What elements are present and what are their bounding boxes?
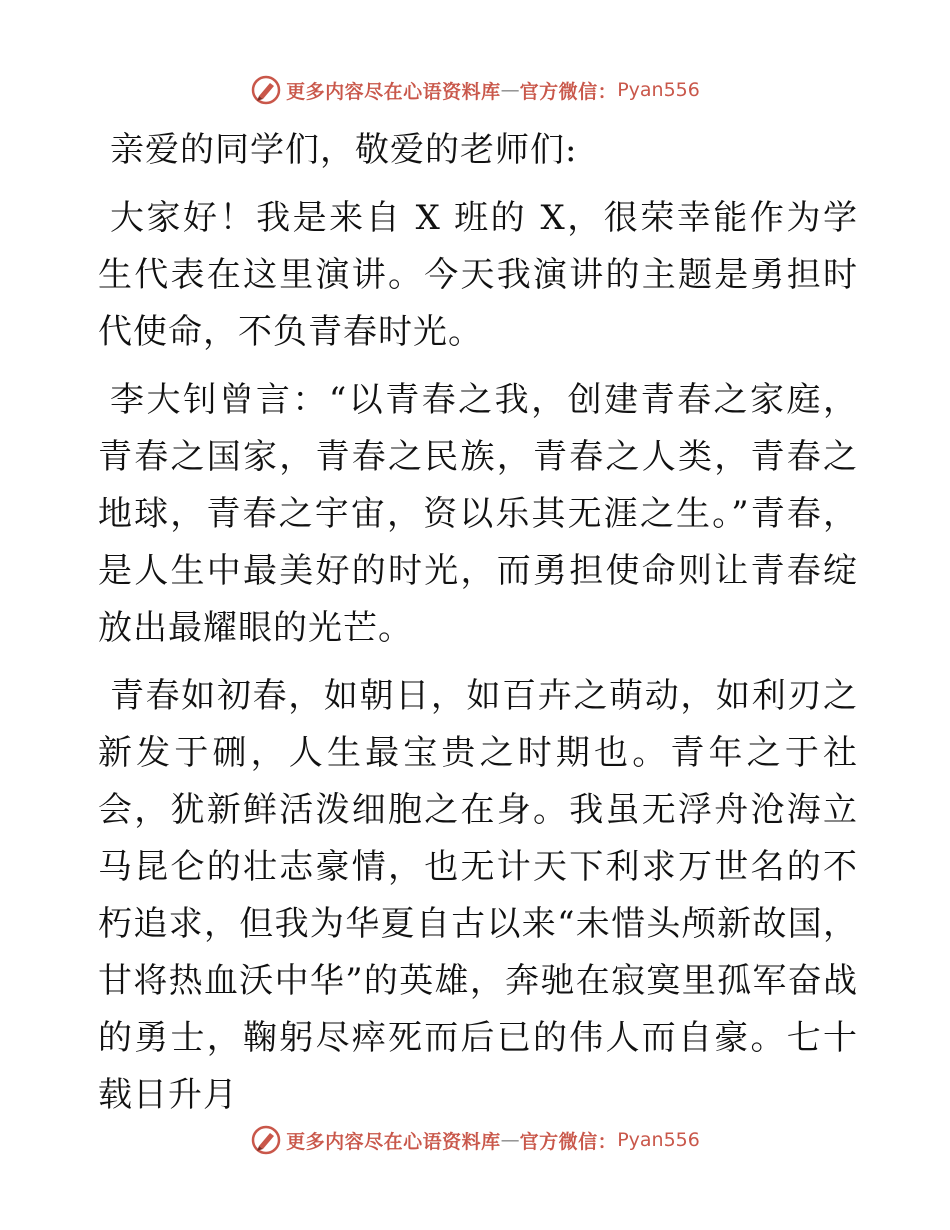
watermark-wechat-label: 官方微信：: [519, 80, 618, 103]
salutation: 亲爱的同学们，敬爱的老师们:: [110, 130, 578, 170]
pen-logo-icon: [250, 74, 282, 106]
watermark-text: 更多内容尽在心语资料库: [286, 80, 501, 103]
paragraph-intro: 大家好！我是来自 X 班的 X，很荣幸能作为学生代表在这里演讲。今天我演讲的主题是勇担时代使命，不负青春时光。: [98, 198, 858, 352]
watermark-text: 更多内容尽在心语资料库: [286, 1130, 501, 1153]
watermark-wechat-label: 官方微信：: [519, 1130, 618, 1153]
watermark-separator: —: [500, 79, 520, 101]
watermark-separator: —: [500, 1129, 520, 1151]
header-watermark: [0, 72, 950, 108]
paragraph-youth: 青春如初春，如朝日，如百卉之萌动，如利刃之新发于硎，人生最宝贵之时期也。青年之于社会，犹新鲜活泼细胞之在身。我虽无浮舟沧海立马昆仑的壮志豪情，也无计天下利求万世名的不朽追求，但我为华夏自古以来“未惜头颅新故国，甘将热血沃中华”的英雄，奔驰在寂寞里孤军奋战的勇士，鞠躬尽瘁死而后已的伟人而自豪。七十载日升月: [98, 676, 858, 1115]
watermark-wechat-id: Pyan556: [617, 79, 700, 101]
footer-watermark: [0, 1122, 950, 1158]
document-body: [98, 122, 858, 1135]
paragraph-quote: 李大钊曾言：“以青春之我，创建青春之家庭，青春之国家，青春之民族，青春之人类，青春之地球，青春之宇宙，资以乐其无涯之生。”青春，是人生中最美好的时光，而勇担使命则让青春绽放出最耀眼的光芒。: [98, 380, 858, 648]
pen-logo-icon: [250, 1124, 282, 1156]
watermark-wechat-id: Pyan556: [617, 1129, 700, 1151]
